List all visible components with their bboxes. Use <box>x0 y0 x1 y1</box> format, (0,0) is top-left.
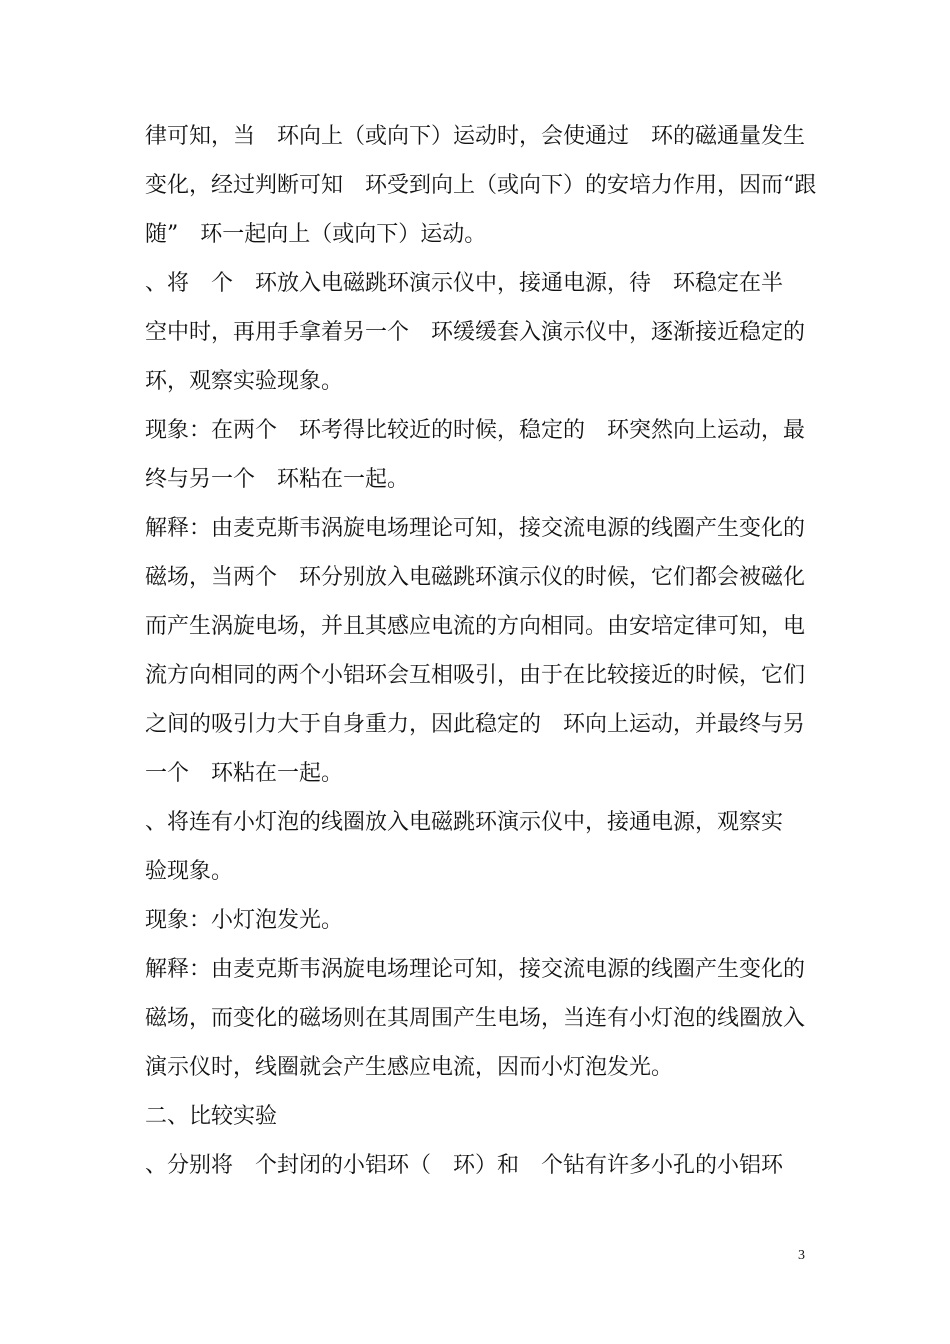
text-line: 而产生涡旋电场，并且其感应电流的方向相同。由安培定律可知，电 <box>145 614 806 639</box>
text-line: 验现象。 <box>145 859 234 884</box>
text-line: 随” 环一起向上（或向下）运动。 <box>145 222 487 247</box>
text-line: 现象：小灯泡发光。 <box>145 908 344 933</box>
text-line: 、将 个 环放入电磁跳环演示仪中，接通电源，待 环稳定在半 <box>145 271 784 296</box>
text-line: 演示仪时，线圈就会产生感应电流，因而小灯泡发光。 <box>145 1055 674 1080</box>
text-line: 之间的吸引力大于自身重力，因此稳定的 环向上运动，并最终与另 <box>145 712 806 737</box>
document-body <box>145 112 817 1190</box>
text-line: 环，观察实验现象。 <box>145 369 344 394</box>
text-line: 解释：由麦克斯韦涡旋电场理论可知，接交流电源的线圈产生变化的 <box>145 957 806 982</box>
text-line: 解释：由麦克斯韦涡旋电场理论可知，接交流电源的线圈产生变化的 <box>145 516 806 541</box>
page-number: 3 <box>798 1248 805 1263</box>
text-line: 、将连有小灯泡的线圈放入电磁跳环演示仪中，接通电源，观察实 <box>145 810 784 835</box>
text-line: 空中时，再用手拿着另一个 环缓缓套入演示仪中，逐渐接近稳定的 <box>145 320 806 345</box>
text-line: 磁场，而变化的磁场则在其周围产生电场，当连有小灯泡的线圈放入 <box>145 1006 806 1031</box>
text-line: 变化，经过判断可知 环受到向上（或向下）的安培力作用，因而“跟 <box>145 173 817 198</box>
text-line: 流方向相同的两个小铝环会互相吸引，由于在比较接近的时候，它们 <box>145 663 806 688</box>
text-line: 终与另一个 环粘在一起。 <box>145 467 410 492</box>
text-line: 、分别将 个封闭的小铝环（ 环）和 个钻有许多小孔的小铝环 <box>145 1153 784 1178</box>
text-line: 律可知，当 环向上（或向下）运动时，会使通过 环的磁通量发生 <box>145 124 806 149</box>
text-line: 现象：在两个 环考得比较近的时候，稳定的 环突然向上运动，最 <box>145 418 806 443</box>
section-heading: 二、比较实验 <box>145 1104 278 1129</box>
text-line: 一个 环粘在一起。 <box>145 761 344 786</box>
text-line: 磁场，当两个 环分别放入电磁跳环演示仪的时候，它们都会被磁化 <box>145 565 806 590</box>
